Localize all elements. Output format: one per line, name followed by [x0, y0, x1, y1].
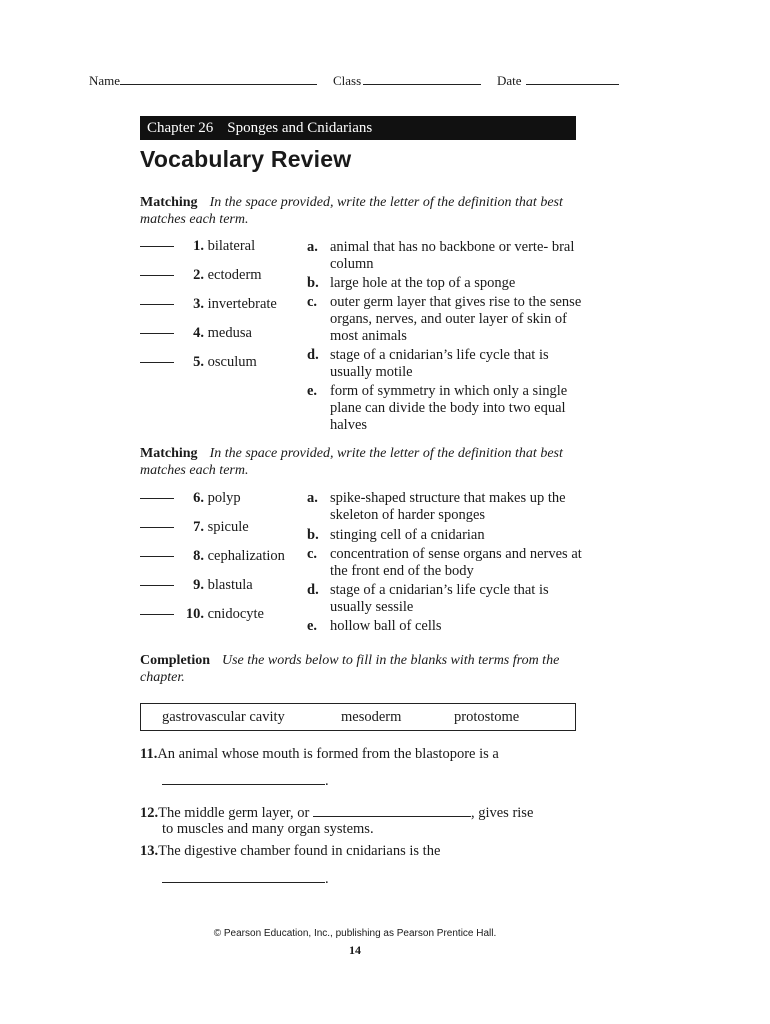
section1-instructions: [140, 194, 580, 228]
date-label: Date: [497, 73, 522, 88]
answer-blank[interactable]: [140, 585, 174, 586]
section2-heading: Matching: [140, 446, 198, 461]
answer-blank[interactable]: [140, 498, 174, 499]
term-number: 1.: [193, 238, 204, 254]
name-label: Name: [89, 73, 121, 88]
term-text: cephalization: [207, 548, 285, 564]
term-text: osculum: [207, 354, 257, 370]
definition-letter: b.: [307, 527, 319, 543]
definition-text: stinging cell of a cnidarian: [330, 527, 485, 543]
definition-text: outer germ layer that gives rise to the sense organs, nerves, and outer layer of skin of most animals: [330, 294, 582, 344]
question-11: [140, 746, 580, 763]
definition-item: [307, 618, 582, 635]
definition-item: [307, 347, 582, 381]
page-number: 14: [349, 943, 361, 957]
term-row: [140, 238, 255, 255]
answer-blank[interactable]: [140, 304, 174, 305]
term-row: [140, 548, 285, 565]
term-row: [140, 490, 241, 507]
definition-letter: d.: [307, 582, 319, 598]
chapter-banner: [140, 116, 576, 140]
term-number: 4.: [193, 325, 204, 341]
section3-instruction-text: Use the words below to fill in the blanks with terms from the chapter.: [140, 653, 560, 685]
term-text: cnidocyte: [207, 606, 264, 622]
definition-item: [307, 239, 582, 273]
term-number: 6.: [193, 490, 204, 506]
term-row: [140, 606, 264, 623]
answer-blank[interactable]: [140, 556, 174, 557]
question-text: The middle germ layer, or: [158, 805, 310, 821]
chapter-number: Chapter 26: [147, 120, 214, 136]
definition-item: [307, 527, 582, 544]
question-end: .: [325, 871, 329, 887]
question-text: An animal whose mouth is formed from the blastopore is a: [157, 746, 499, 762]
term-number: 9.: [193, 577, 204, 593]
word-bank-item: gastrovascular cavity: [162, 709, 285, 725]
answer-blank[interactable]: [140, 275, 174, 276]
answer-blank[interactable]: [313, 804, 471, 817]
word-bank: [140, 703, 576, 731]
answer-blank[interactable]: [140, 362, 174, 363]
definition-text: stage of a cnidarian’s life cycle that is usually sessile: [330, 582, 549, 615]
term-row: [140, 577, 253, 594]
term-row: [140, 354, 257, 371]
definition-text: hollow ball of cells: [330, 618, 442, 634]
term-row: [140, 296, 277, 313]
chapter-title: Sponges and Cnidarians: [227, 120, 373, 136]
answer-blank[interactable]: [140, 527, 174, 528]
term-number: 2.: [193, 267, 204, 283]
copyright-footer: © Pearson Education, Inc., publishing as Pearson Prentice Hall.: [213, 928, 497, 939]
section1-heading: Matching: [140, 195, 198, 210]
term-text: medusa: [207, 325, 252, 341]
term-text: spicule: [207, 519, 249, 535]
date-blank[interactable]: [526, 72, 619, 85]
term-text: polyp: [207, 490, 241, 506]
definition-letter: a.: [307, 239, 318, 255]
definition-letter: d.: [307, 347, 319, 363]
term-number: 10.: [185, 606, 204, 622]
term-text: ectoderm: [207, 267, 262, 283]
definition-text: spike-shaped structure that makes up the skeleton of harder sponges: [330, 490, 566, 523]
term-row: [140, 519, 249, 536]
answer-blank[interactable]: [140, 333, 174, 334]
definition-text: concentration of sense organs and nerves at the front end of the body: [330, 546, 582, 579]
question-13-answer: [162, 870, 362, 888]
question-13: [140, 843, 580, 860]
definition-letter: c.: [307, 294, 318, 310]
definition-item: [307, 490, 582, 524]
section1-instruction-text: In the space provided, write the letter of the definition that best matches each term.: [140, 195, 563, 227]
question-text: The digestive chamber found in cnidarians is the: [158, 843, 441, 859]
question-end: , gives rise: [470, 805, 534, 821]
page-title: Vocabulary Review: [140, 146, 352, 172]
term-row: [140, 325, 252, 342]
definition-letter: c.: [307, 546, 318, 562]
definition-item: [307, 582, 582, 616]
definition-letter: b.: [307, 275, 319, 291]
definition-item: [307, 275, 582, 292]
answer-blank[interactable]: [140, 614, 174, 615]
definition-letter: e.: [307, 383, 318, 399]
question-12: [140, 804, 580, 822]
term-text: blastula: [207, 577, 253, 593]
answer-blank[interactable]: [162, 772, 325, 785]
question-number: 11.: [140, 746, 158, 762]
name-blank[interactable]: [120, 72, 317, 85]
term-number: 3.: [193, 296, 204, 312]
class-blank[interactable]: [363, 72, 481, 85]
date-field[interactable]: [497, 72, 619, 89]
answer-blank[interactable]: [140, 246, 174, 247]
term-number: 8.: [193, 548, 204, 564]
definition-text: animal that has no backbone or verte- bral column: [330, 239, 575, 272]
definition-text: form of symmetry in which only a single plane can divide the body into two equal halves: [330, 383, 568, 433]
name-field[interactable]: [89, 72, 317, 89]
term-text: invertebrate: [207, 296, 277, 312]
term-number: 7.: [193, 519, 204, 535]
definition-letter: a.: [307, 490, 318, 506]
class-label: Class: [333, 73, 362, 88]
definition-letter: e.: [307, 618, 318, 634]
question-11-answer: [162, 772, 362, 790]
term-row: [140, 267, 262, 284]
section3-instructions: [140, 652, 580, 686]
question-number: 12.: [140, 805, 159, 821]
section3-heading: Completion: [140, 653, 210, 668]
definition-item: [307, 294, 582, 345]
definition-item: [307, 383, 582, 434]
section2-instructions: [140, 445, 580, 479]
word-bank-item: protostome: [454, 709, 520, 725]
section2-instruction-text: In the space provided, write the letter of the definition that best matches each term.: [140, 446, 563, 478]
term-text: bilateral: [207, 238, 256, 254]
definition-text: large hole at the top of a sponge: [330, 275, 516, 291]
definition-item: [307, 546, 582, 580]
question-number: 13.: [140, 843, 159, 859]
question-end: .: [325, 773, 329, 789]
question-12-line2: to muscles and many organ systems.: [162, 821, 374, 837]
answer-blank[interactable]: [162, 870, 325, 883]
term-number: 5.: [193, 354, 204, 370]
class-field[interactable]: [333, 72, 481, 89]
definition-text: stage of a cnidarian’s life cycle that is usually motile: [330, 347, 549, 380]
word-bank-item: mesoderm: [341, 709, 402, 725]
